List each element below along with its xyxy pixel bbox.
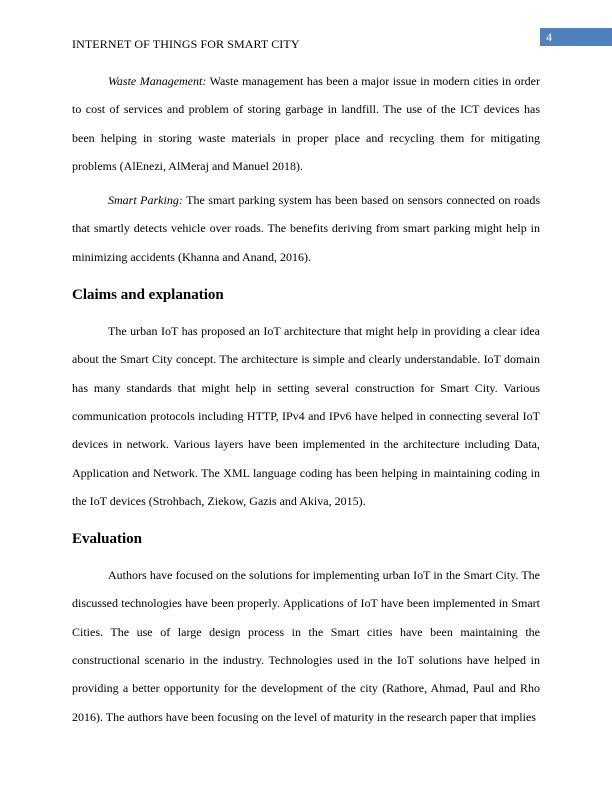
smart-parking-label: Smart Parking:	[108, 193, 183, 208]
smart-parking-text: The smart parking system has been based on sensors connected on roads that smartly detects vehicle over roads. The benefits deriving from smart parking might help in minimizing accidents (Khanna and Anand, 2016).	[72, 193, 540, 264]
claims-paragraph: The urban IoT has proposed an IoT architecture that might help in providing a clear idea about the Smart City concept. The architecture is simple and clearly understandable. IoT domain has many standards that might help in setting several construction for Smart City. Various communication protocols including HTTP, IPv4 and IPv6 have helped in connecting several IoT devices in network. Various layers have been implemented in the architecture including Data, Application and Network. The XML language coding has been helping in maintaining coding in the IoT devices (Strohbach, Ziekow, Gazis and Akiva, 2015).	[72, 324, 540, 508]
evaluation-paragraph: Authors have focused on the solutions for implementing urban IoT in the Smart City. The discussed technologies have been properly. Applications of IoT have been implemented in Smart Cities. The use of large design process in the Smart cities have been maintaining the constructional scenario in the industry. Technologies used in the IoT solutions have helped in providing a better opportunity for the development of the city (Rathore, Ahmad, Paul and Rho 2016). The authors have been focusing on the level of maturity in the research paper that implies	[72, 568, 540, 724]
waste-management-text: Waste management has been a major issue in modern cities in order to cost of services and problem of storing garbage in landfill. The use of the ICT devices has been helping in storing waste materials in proper place and recycling them for mitigating problems (AlEnezi, AlMeraj and Manuel 2018).	[72, 74, 540, 173]
waste-management-paragraph	[72, 67, 540, 180]
evaluation-heading: Evaluation	[72, 531, 143, 548]
page-number-badge: 4	[540, 28, 612, 46]
waste-management-label: Waste Management:	[108, 74, 207, 88]
document-body	[72, 67, 540, 731]
smart-parking-paragraph	[72, 186, 540, 271]
claims-heading: Claims and explanation	[72, 287, 224, 304]
running-header: INTERNET OF THINGS FOR SMART CITY	[72, 37, 300, 51]
